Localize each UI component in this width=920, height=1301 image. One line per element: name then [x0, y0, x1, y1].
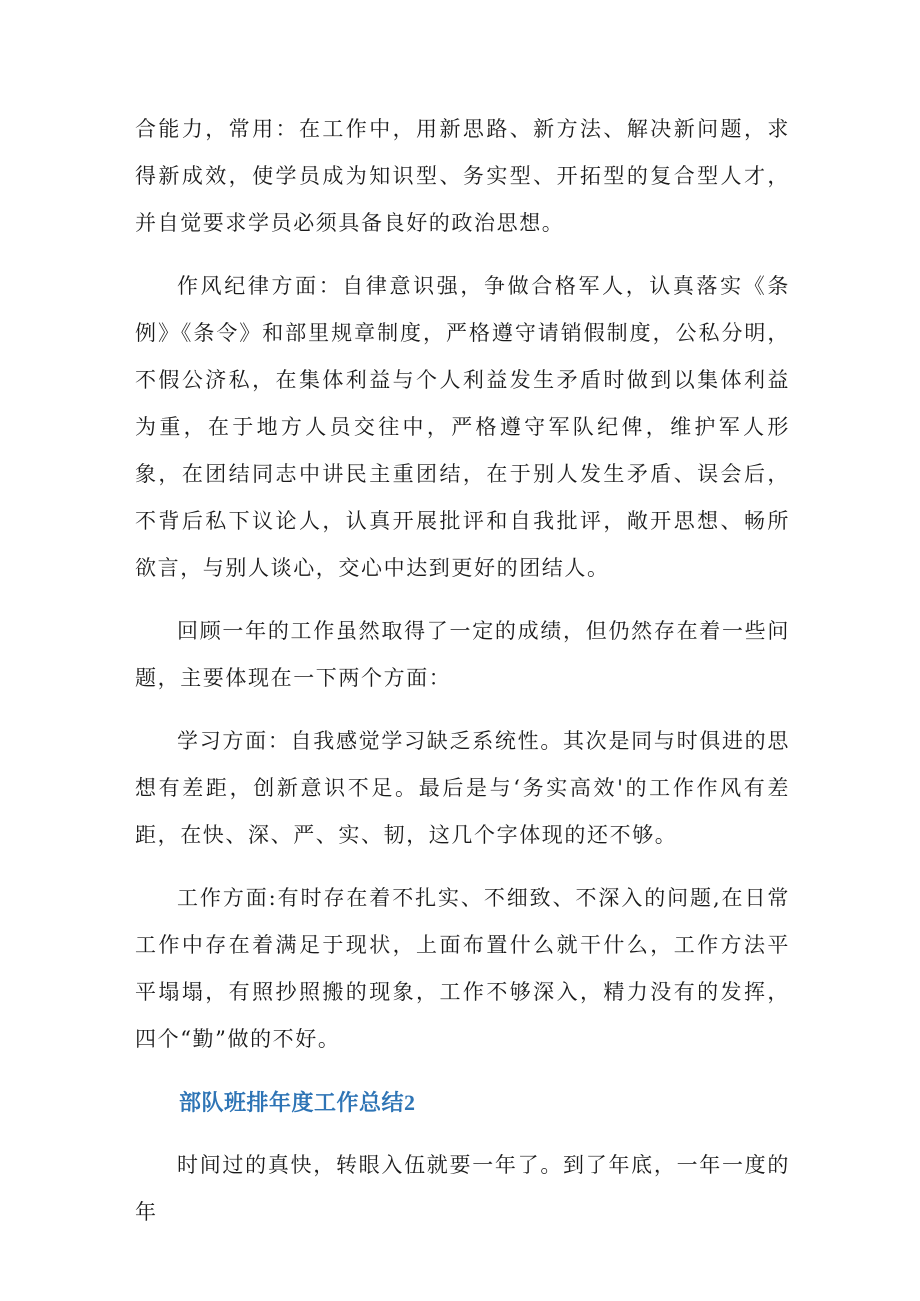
paragraph-review: 回顾一年的工作虽然取得了一定的成绩，但仍然存在着一些问题，主要体现在一下两个方面：	[135, 619, 790, 690]
paragraph-opening: 时间过的真快，转眼入伍就要一年了。到了年底，一年一度的年	[135, 1153, 790, 1224]
paragraph-gap	[135, 1126, 790, 1142]
paragraph-discipline: 作风纪律方面：自律意识强，争做合格军人，认真落实《条例》《条令》和部里规章制度，严格遵守请销假制度，公私分明，不假公济私，在集体利益与个人利益发生矛盾时做到以集体利益为重，在于地方人员交往中，严格遵守军队纪俾，维护军人形象，在团结同志中讲民主重团结，在于别人发生矛盾、误会后，不背后私下议论人，认真开展批评和自我批评，敞开思想、畅所欲言，与别人谈心，交心中达到更好的团结人。	[135, 274, 790, 580]
section-heading: 部队班排年度工作总结2	[179, 1090, 416, 1115]
paragraph-study: 学习方面：自我感觉学习缺乏系统性。其次是同与时俱进的思想有差距，创新意识不足。最后是与‘务实高效'的工作作风有差距，在快、深、严、实、韧，这几个字体现的还不够。	[135, 729, 790, 847]
paragraph-gap	[135, 1063, 790, 1079]
paragraph-gap	[135, 592, 790, 608]
paragraph-continued: 合能力，常用：在工作中，用新思路、新方法、解决新问题，求得新成效，使学员成为知识型、务实型、开拓型的复合型人才，并自觉要求学员必须具备良好的政治思想。	[135, 117, 790, 235]
paragraph-gap	[135, 247, 790, 263]
paragraph-gap	[135, 702, 790, 718]
document-body	[135, 106, 790, 1236]
paragraph-work: 工作方面:有时存在着不扎实、不细致、不深入的问题,在日常工作中存在着满足于现状，上面布置什么就干什么，工作方法平平塌塌，有照抄照搬的现象，工作不够深入，精力没有的发挥，四个“勤”做的不好。	[135, 886, 790, 1051]
paragraph-gap	[135, 859, 790, 875]
